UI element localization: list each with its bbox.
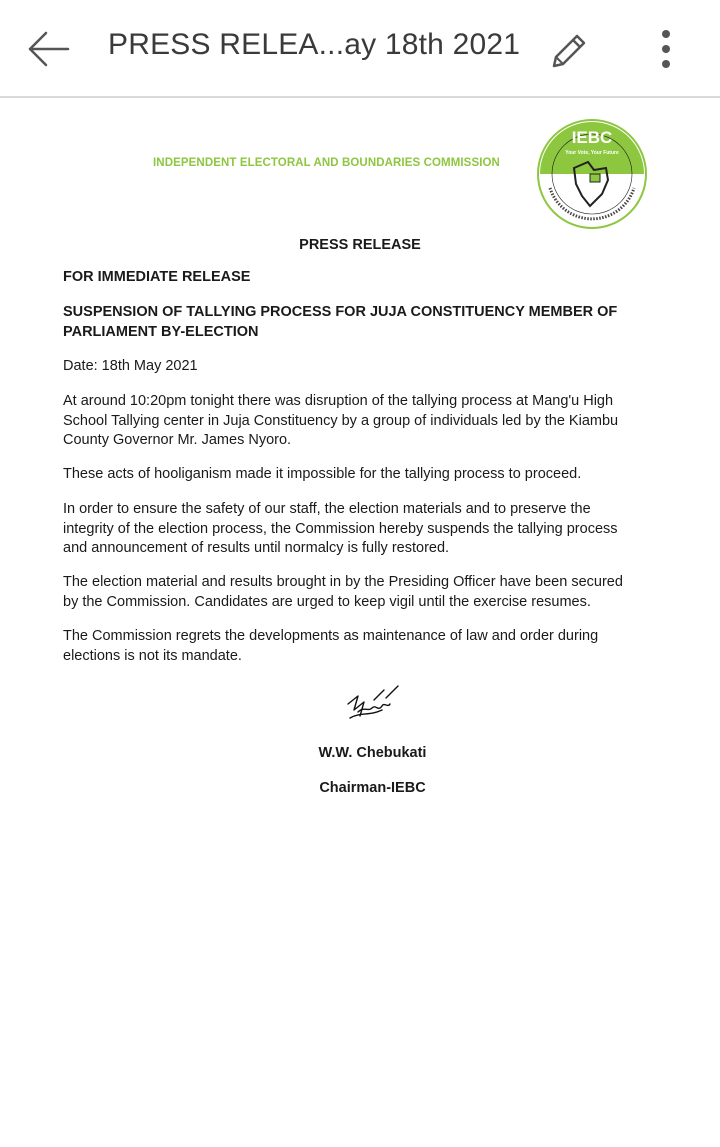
document-page	[0, 100, 720, 1147]
paragraph-1-line-3: County Governor Mr. James Nyoro.	[63, 432, 292, 448]
pencil-icon	[544, 26, 592, 74]
more-vertical-icon	[652, 26, 680, 74]
paragraph-4-line-1: The election material and results brought in by the Presiding Officer have been secured	[63, 574, 623, 590]
org-name: INDEPENDENT ELECTORAL AND BOUNDARIES COMMISSION	[153, 157, 500, 169]
subject-line-1: SUSPENSION OF TALLYING PROCESS FOR JUJA CONSTITUENCY MEMBER OF	[63, 304, 618, 320]
more-options-button[interactable]	[652, 26, 680, 74]
immediate-release-label: FOR IMMEDIATE RELEASE	[63, 269, 251, 285]
document-title: PRESS RELEA...ay 18th 2021	[108, 28, 521, 61]
press-release-heading: PRESS RELEASE	[299, 237, 421, 253]
paragraph-2: These acts of hooliganism made it impossible for the tallying process to proceed.	[63, 466, 582, 482]
paragraph-3-line-3: and announcement of results until normalcy is fully restored.	[63, 540, 450, 556]
paragraph-5-line-1: The Commission regrets the developments as maintenance of law and order during	[63, 628, 599, 644]
paragraph-4-line-2: by the Commission. Candidates are urged to keep vigil until the exercise resumes.	[63, 594, 591, 610]
release-date: Date: 18th May 2021	[63, 358, 198, 374]
back-button[interactable]	[22, 26, 72, 72]
logo-text: IEBC	[571, 128, 613, 147]
subject-line-2: PARLIAMENT BY-ELECTION	[63, 324, 259, 340]
paragraph-1-line-1: At around 10:20pm tonight there was disruption of the tallying process at Mang'u High	[63, 393, 614, 409]
iebc-logo	[536, 118, 648, 230]
signature-image	[344, 682, 402, 726]
edit-button[interactable]	[544, 26, 592, 74]
app-bar	[0, 0, 720, 98]
paragraph-5-line-2: elections is not its mandate.	[63, 648, 242, 664]
logo-tagline: Your Vote, Your Future	[565, 150, 619, 156]
paragraph-1-line-2: School Tallying center in Juja Constituency by a group of individuals led by the Kiambu	[63, 413, 619, 429]
signatory-name: W.W. Chebukati	[318, 745, 427, 761]
paragraph-3-line-1: In order to ensure the safety of our staff, the election materials and to preserve the	[63, 501, 591, 517]
signatory-title: Chairman-IEBC	[319, 780, 426, 796]
arrow-left-icon	[22, 26, 72, 72]
paragraph-3-line-2: integrity of the election process, the Commission hereby suspends the tallying process	[63, 521, 618, 537]
